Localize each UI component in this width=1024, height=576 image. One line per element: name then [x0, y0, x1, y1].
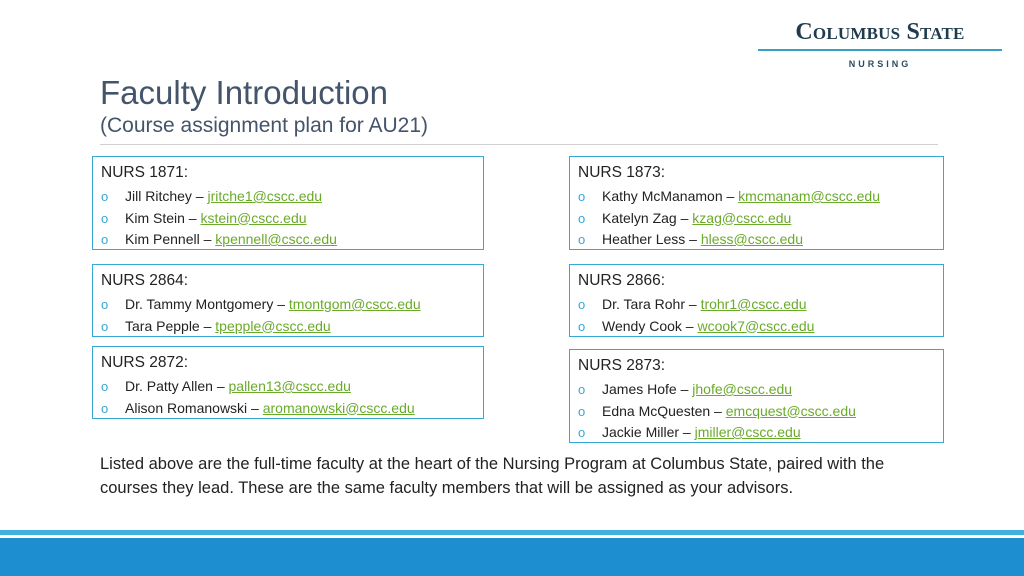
- faculty-name: Heather Less –: [602, 231, 701, 247]
- bullet-icon: o: [101, 297, 109, 312]
- faculty-email-link[interactable]: tpepple@cscc.edu: [215, 317, 331, 334]
- logo-name: Columbus State: [795, 19, 965, 45]
- bullet-icon: o: [101, 400, 109, 416]
- faculty-item: [578, 379, 935, 401]
- faculty-name: Edna McQuesten –: [602, 402, 726, 419]
- faculty-email-link[interactable]: kstein@cscc.edu: [200, 209, 307, 226]
- course-code: NURS 2872:: [101, 354, 189, 371]
- bullet-icon: o: [578, 382, 586, 397]
- faculty-name: Kathy McManamon –: [602, 188, 739, 204]
- course-box-nurs-1873: [569, 156, 944, 250]
- course-box-nurs-2872: [92, 346, 484, 419]
- faculty-email-link[interactable]: kmcmanam@cscc.edu: [738, 188, 880, 204]
- faculty-email-link[interactable]: jhofe@cscc.edu: [692, 381, 793, 397]
- faculty-email-link[interactable]: wcook7@cscc.edu: [697, 317, 815, 334]
- bullet-icon: o: [101, 318, 109, 334]
- faculty-item: [101, 208, 475, 230]
- course-code: NURS 1873:: [578, 164, 666, 181]
- faculty-item: [101, 294, 475, 316]
- summary-paragraph: Listed above are the full-time faculty at the heart of the Nursing Program at Columbus State, paired with the courses they lead. These are the same faculty members that will be assigned as your advisors.: [100, 455, 885, 497]
- course-code: NURS 1871:: [101, 164, 189, 181]
- faculty-email-link[interactable]: kzag@cscc.edu: [692, 209, 792, 226]
- footer-bar: [0, 538, 1024, 576]
- faculty-name: Kim Stein –: [125, 209, 201, 226]
- bullet-icon: o: [578, 297, 586, 312]
- bullet-icon: o: [578, 318, 586, 334]
- faculty-name: Dr. Tara Rohr –: [602, 296, 701, 312]
- faculty-name: Dr. Patty Allen –: [125, 378, 229, 394]
- course-box-nurs-2873: [569, 349, 944, 443]
- faculty-item: [101, 376, 475, 398]
- course-box-nurs-2864: [92, 264, 484, 337]
- faculty-name: Kim Pennell –: [125, 231, 216, 247]
- logo-subtitle: NURSING: [848, 59, 912, 69]
- faculty-item: [578, 294, 935, 316]
- faculty-item: [578, 229, 935, 251]
- logo-divider: [758, 49, 1002, 51]
- faculty-email-link[interactable]: jmiller@cscc.edu: [694, 424, 801, 440]
- faculty-item: [578, 208, 935, 230]
- bullet-icon: o: [101, 210, 109, 226]
- faculty-email-link[interactable]: kpennell@cscc.edu: [215, 231, 337, 247]
- faculty-name: Alison Romanowski –: [125, 399, 263, 416]
- bullet-icon: o: [101, 379, 109, 394]
- faculty-name: Jill Ritchey –: [125, 188, 208, 204]
- course-code: NURS 2866:: [578, 272, 666, 289]
- course-box-nurs-2866: [569, 264, 944, 337]
- bullet-icon: o: [578, 189, 586, 204]
- faculty-name: Katelyn Zag –: [602, 209, 693, 226]
- faculty-email-link[interactable]: trohr1@cscc.edu: [700, 296, 807, 312]
- faculty-item: [101, 186, 475, 208]
- course-code: NURS 2873:: [578, 357, 666, 374]
- faculty-name: James Hofe –: [602, 381, 693, 397]
- faculty-email-link[interactable]: tmontgom@cscc.edu: [288, 296, 421, 312]
- footer-accent-line: [0, 530, 1024, 535]
- bullet-icon: o: [578, 210, 586, 226]
- faculty-item: [101, 316, 475, 338]
- faculty-item: [578, 316, 935, 338]
- faculty-email-link[interactable]: hless@cscc.edu: [700, 231, 803, 247]
- bullet-icon: o: [101, 189, 109, 204]
- faculty-item: [578, 401, 935, 423]
- bullet-icon: o: [578, 425, 586, 440]
- faculty-name: Dr. Tammy Montgomery –: [125, 296, 289, 312]
- bullet-icon: o: [578, 232, 586, 247]
- course-code: NURS 2864:: [101, 272, 189, 289]
- faculty-item: [101, 398, 475, 420]
- faculty-email-link[interactable]: aromanowski@cscc.edu: [262, 399, 415, 416]
- columbus-state-logo: [758, 18, 1002, 69]
- faculty-item: [101, 229, 475, 251]
- page-subtitle: (Course assignment plan for AU21): [100, 114, 428, 137]
- course-box-nurs-1871: [92, 156, 484, 250]
- faculty-email-link[interactable]: pallen13@cscc.edu: [228, 378, 351, 394]
- faculty-email-link[interactable]: jritche1@cscc.edu: [207, 188, 323, 204]
- faculty-name: Tara Pepple –: [125, 317, 216, 334]
- faculty-name: Jackie Miller –: [602, 424, 695, 440]
- faculty-name: Wendy Cook –: [602, 317, 698, 334]
- faculty-item: [578, 422, 935, 444]
- faculty-item: [578, 186, 935, 208]
- bullet-icon: o: [578, 403, 586, 419]
- title-divider: [100, 144, 938, 145]
- page-title: Faculty Introduction: [100, 74, 388, 111]
- bullet-icon: o: [101, 232, 109, 247]
- faculty-email-link[interactable]: emcquest@cscc.edu: [725, 402, 856, 419]
